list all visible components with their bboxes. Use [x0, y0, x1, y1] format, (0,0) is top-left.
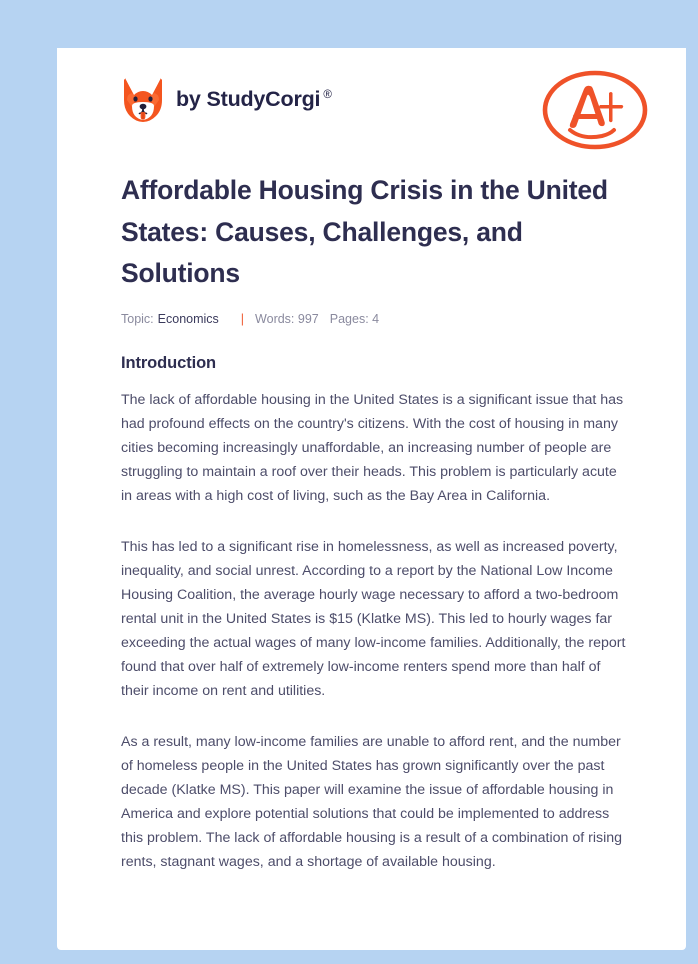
topic-value[interactable]: Economics: [157, 311, 219, 326]
page-title: Affordable Housing Crisis in the United States: Causes, Challenges, and Solutions: [121, 175, 608, 288]
document-page-sheet: [57, 48, 686, 950]
paragraph: As a result, many low-income families are unable to afford rent, and the number of homeless people in the United States has grown significantly over the past decade (Klatke MS). This paper will examine the issue of affordable housing in America and explore potential solutions that could be implemented to address this problem. The lack of affordable housing is a result of a combination of rising rents, stagnant wages, and a shortage of available housing.: [121, 733, 623, 870]
corgi-face-logo-icon: [121, 76, 165, 123]
a-plus-grade-badge-icon: [540, 66, 650, 152]
pages-count: Pages: 4: [329, 311, 380, 326]
words-count: Words: 997: [255, 311, 319, 326]
brand-wordmark: [176, 86, 332, 111]
studycorgi-brand[interactable]: [121, 76, 332, 123]
paragraph: This has led to a significant rise in homelessness, as well as increased poverty, inequality, and social unrest. According to a report by the National Low Income Housing Coalition, the average hourly wage necessary to afford a two-bedroom rental unit in the United States is $15 (Klatke MS). This led to hourly wages far exceeding the actual wages of many low-income families. Additionally, the report found that over half of extremely low-income renters spend more than half of their income on rent and utilities.: [121, 538, 626, 699]
paragraph: The lack of affordable housing in the United States is a significant issue that has had profound effects on the country's citizens. With the cost of housing in many cities becoming increasingly unaffordable, an increasing number of people are struggling to maintain a roof over their heads. This problem is particularly acute in areas with a high cost of living, such as the Bay Area in California.: [121, 391, 624, 504]
registered-trademark-symbol: ®: [323, 88, 332, 101]
document-header: [121, 66, 650, 152]
section-heading-introduction: Introduction: [121, 353, 217, 372]
document-body: [121, 170, 627, 874]
brand-text: by StudyCorgi: [176, 86, 321, 111]
topic-label: Topic:: [121, 311, 154, 326]
topic-meta: [121, 312, 219, 326]
document-metadata: [121, 312, 627, 326]
metadata-separator: |: [240, 311, 245, 326]
